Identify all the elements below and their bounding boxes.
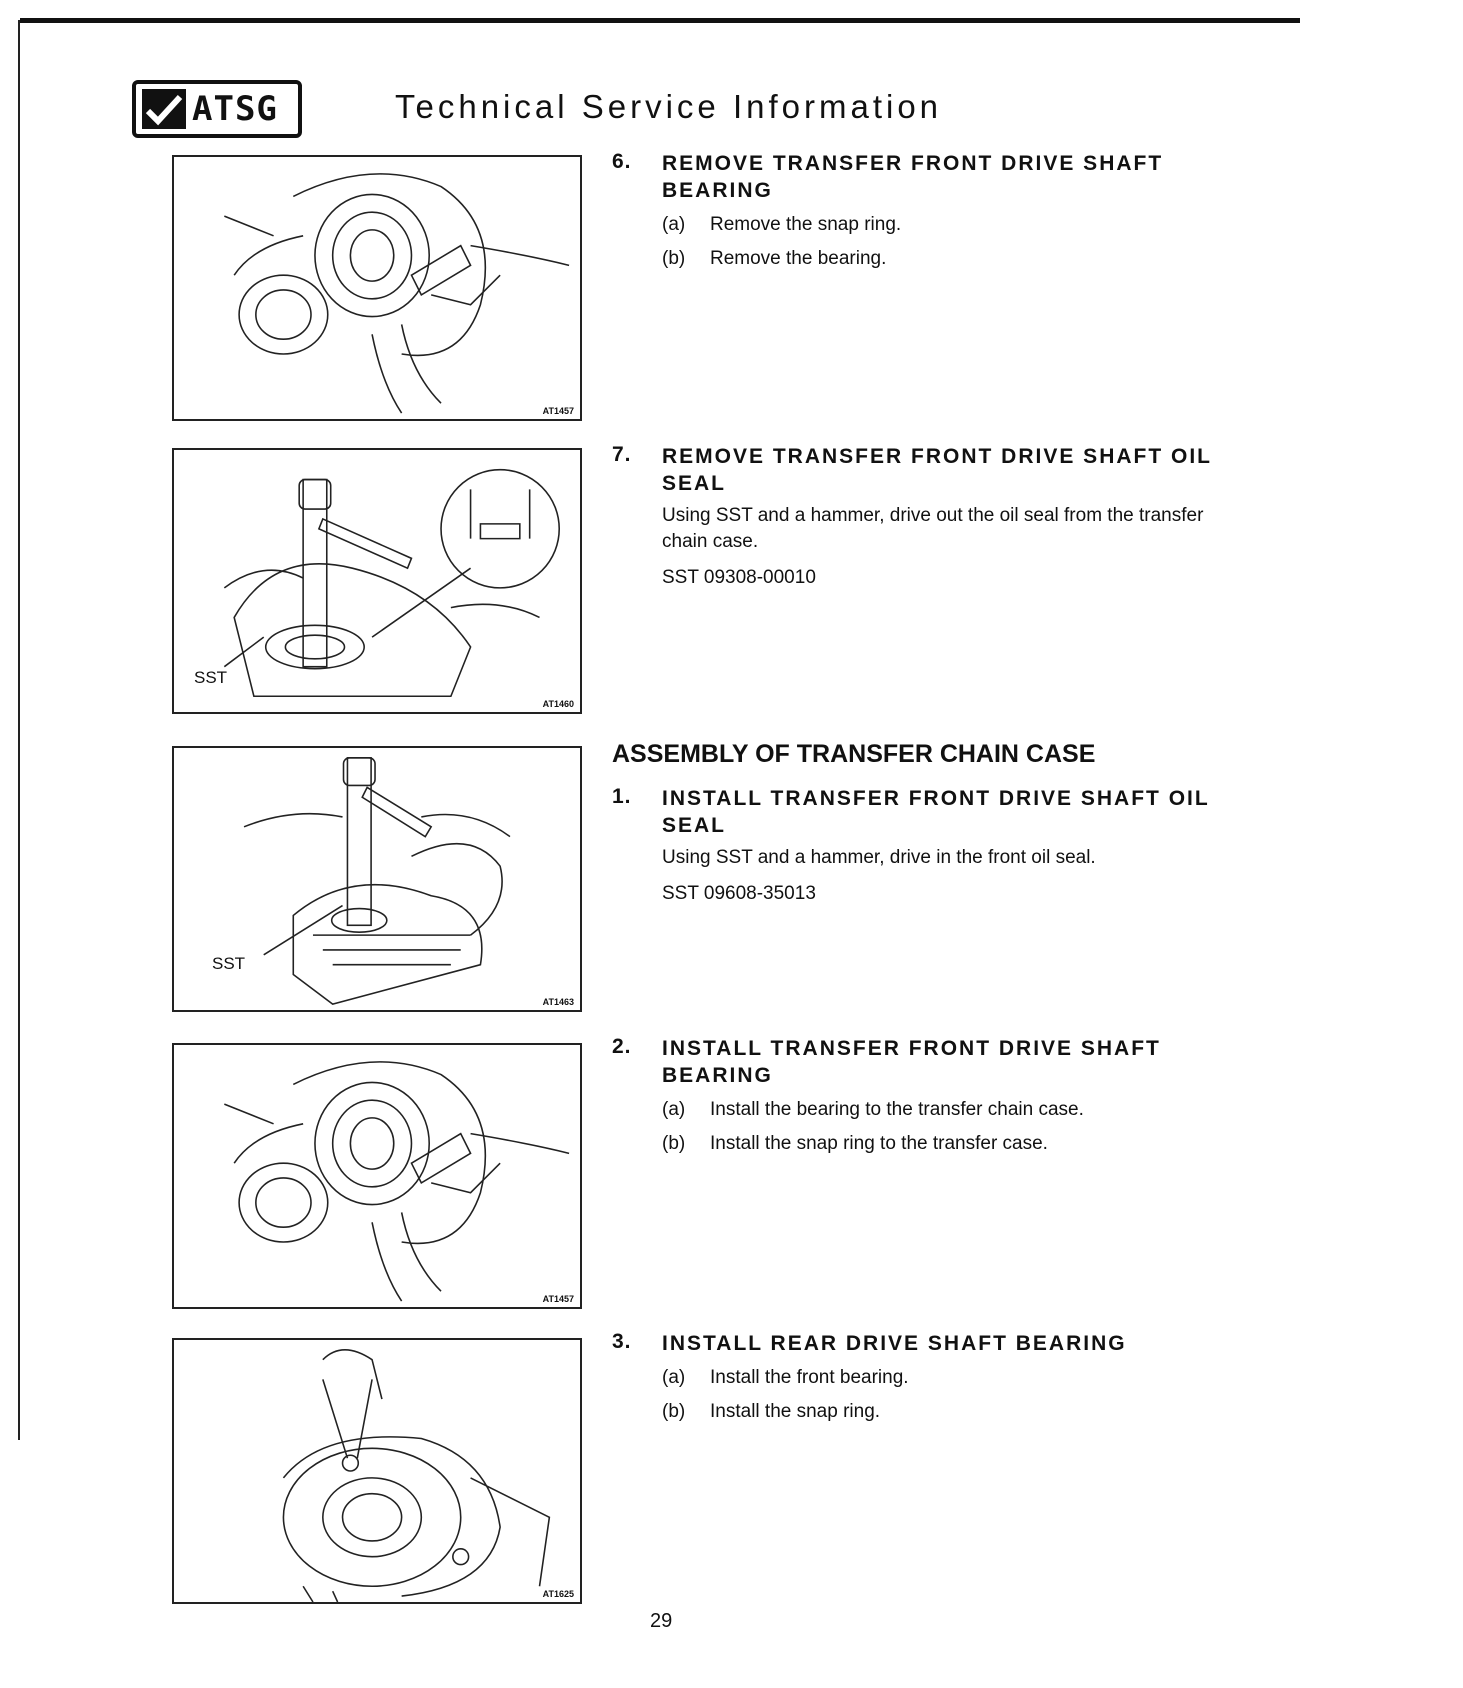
bearing-removal-illustration [174, 157, 580, 419]
left-border-rule [18, 20, 20, 1440]
step-title: INSTALL REAR DRIVE SHAFT BEARING [662, 1332, 1127, 1355]
step-number: 7. [612, 443, 632, 466]
step-title: REMOVE TRANSFER FRONT DRIVE SHAFT OIL SEAL [662, 445, 1212, 495]
sub-step-tag: (a) [662, 1367, 686, 1388]
figure-install-oil-seal [172, 746, 582, 1012]
page-title: Technical Service Information [395, 88, 943, 125]
sub-step [662, 246, 1252, 272]
figure-label-sst: SST [212, 954, 246, 973]
page-number: 29 [650, 1610, 673, 1632]
assembly-step-2 [612, 1035, 1252, 1157]
figure-code: AT1463 [542, 997, 574, 1007]
figure-remove-bearing [172, 155, 582, 421]
step-number: 3. [612, 1330, 632, 1353]
step-number: 2. [612, 1035, 632, 1058]
atsg-logo [132, 80, 302, 138]
sst-number: SST 09608-35013 [662, 883, 816, 904]
logo-text: ATSG [192, 89, 278, 129]
figure-install-bearing [172, 1043, 582, 1309]
sub-step-tag: (b) [662, 1401, 686, 1422]
step-title: INSTALL TRANSFER FRONT DRIVE SHAFT BEARING [662, 1037, 1161, 1087]
sub-step-text: Install the snap ring. [710, 1401, 881, 1422]
sub-step-text: Remove the bearing. [710, 248, 887, 269]
step-6 [612, 150, 1252, 272]
sub-step-text: Remove the snap ring. [710, 214, 902, 235]
assembly-step-1 [612, 785, 1252, 905]
step-title: REMOVE TRANSFER FRONT DRIVE SHAFT BEARING [662, 152, 1164, 202]
rear-bearing-install-illustration [174, 1340, 580, 1602]
step-7 [612, 443, 1252, 589]
oil-seal-removal-illustration [174, 450, 580, 712]
step-text: Using SST and a hammer, drive out the oil seal from the transfer chain case. [662, 505, 1204, 552]
figure-install-rear-bearing [172, 1338, 582, 1604]
sst-number: SST 09308-00010 [662, 567, 816, 588]
sub-step-text: Install the bearing to the transfer chain case. [710, 1099, 1084, 1120]
step-title: INSTALL TRANSFER FRONT DRIVE SHAFT OIL SEAL [662, 787, 1210, 837]
section-heading: ASSEMBLY OF TRANSFER CHAIN CASE [612, 740, 1096, 768]
sub-step-text: Install the snap ring to the transfer case. [710, 1133, 1048, 1154]
checkmark-icon [142, 89, 186, 129]
sub-step [662, 1131, 1252, 1157]
sub-step [662, 1097, 1252, 1123]
sub-step [662, 1365, 1252, 1391]
bearing-install-illustration [174, 1045, 580, 1307]
sub-step [662, 1399, 1252, 1425]
figure-code: AT1460 [542, 699, 574, 709]
figure-code: AT1457 [542, 406, 574, 416]
step-number: 6. [612, 150, 632, 173]
sub-step-text: Install the front bearing. [710, 1367, 909, 1388]
figure-code: AT1457 [542, 1294, 574, 1304]
sub-step [662, 212, 1252, 238]
sub-step-tag: (b) [662, 1133, 686, 1154]
top-border-rule [20, 18, 1300, 23]
assembly-step-3 [612, 1330, 1252, 1425]
sub-step-tag: (a) [662, 1099, 686, 1120]
figure-remove-oil-seal [172, 448, 582, 714]
figure-code: AT1625 [542, 1589, 574, 1599]
sub-step-tag: (a) [662, 214, 686, 235]
sub-step-tag: (b) [662, 248, 686, 269]
figure-label-sst: SST [194, 668, 228, 687]
step-text: Using SST and a hammer, drive in the front oil seal. [662, 847, 1096, 868]
step-number: 1. [612, 785, 632, 808]
